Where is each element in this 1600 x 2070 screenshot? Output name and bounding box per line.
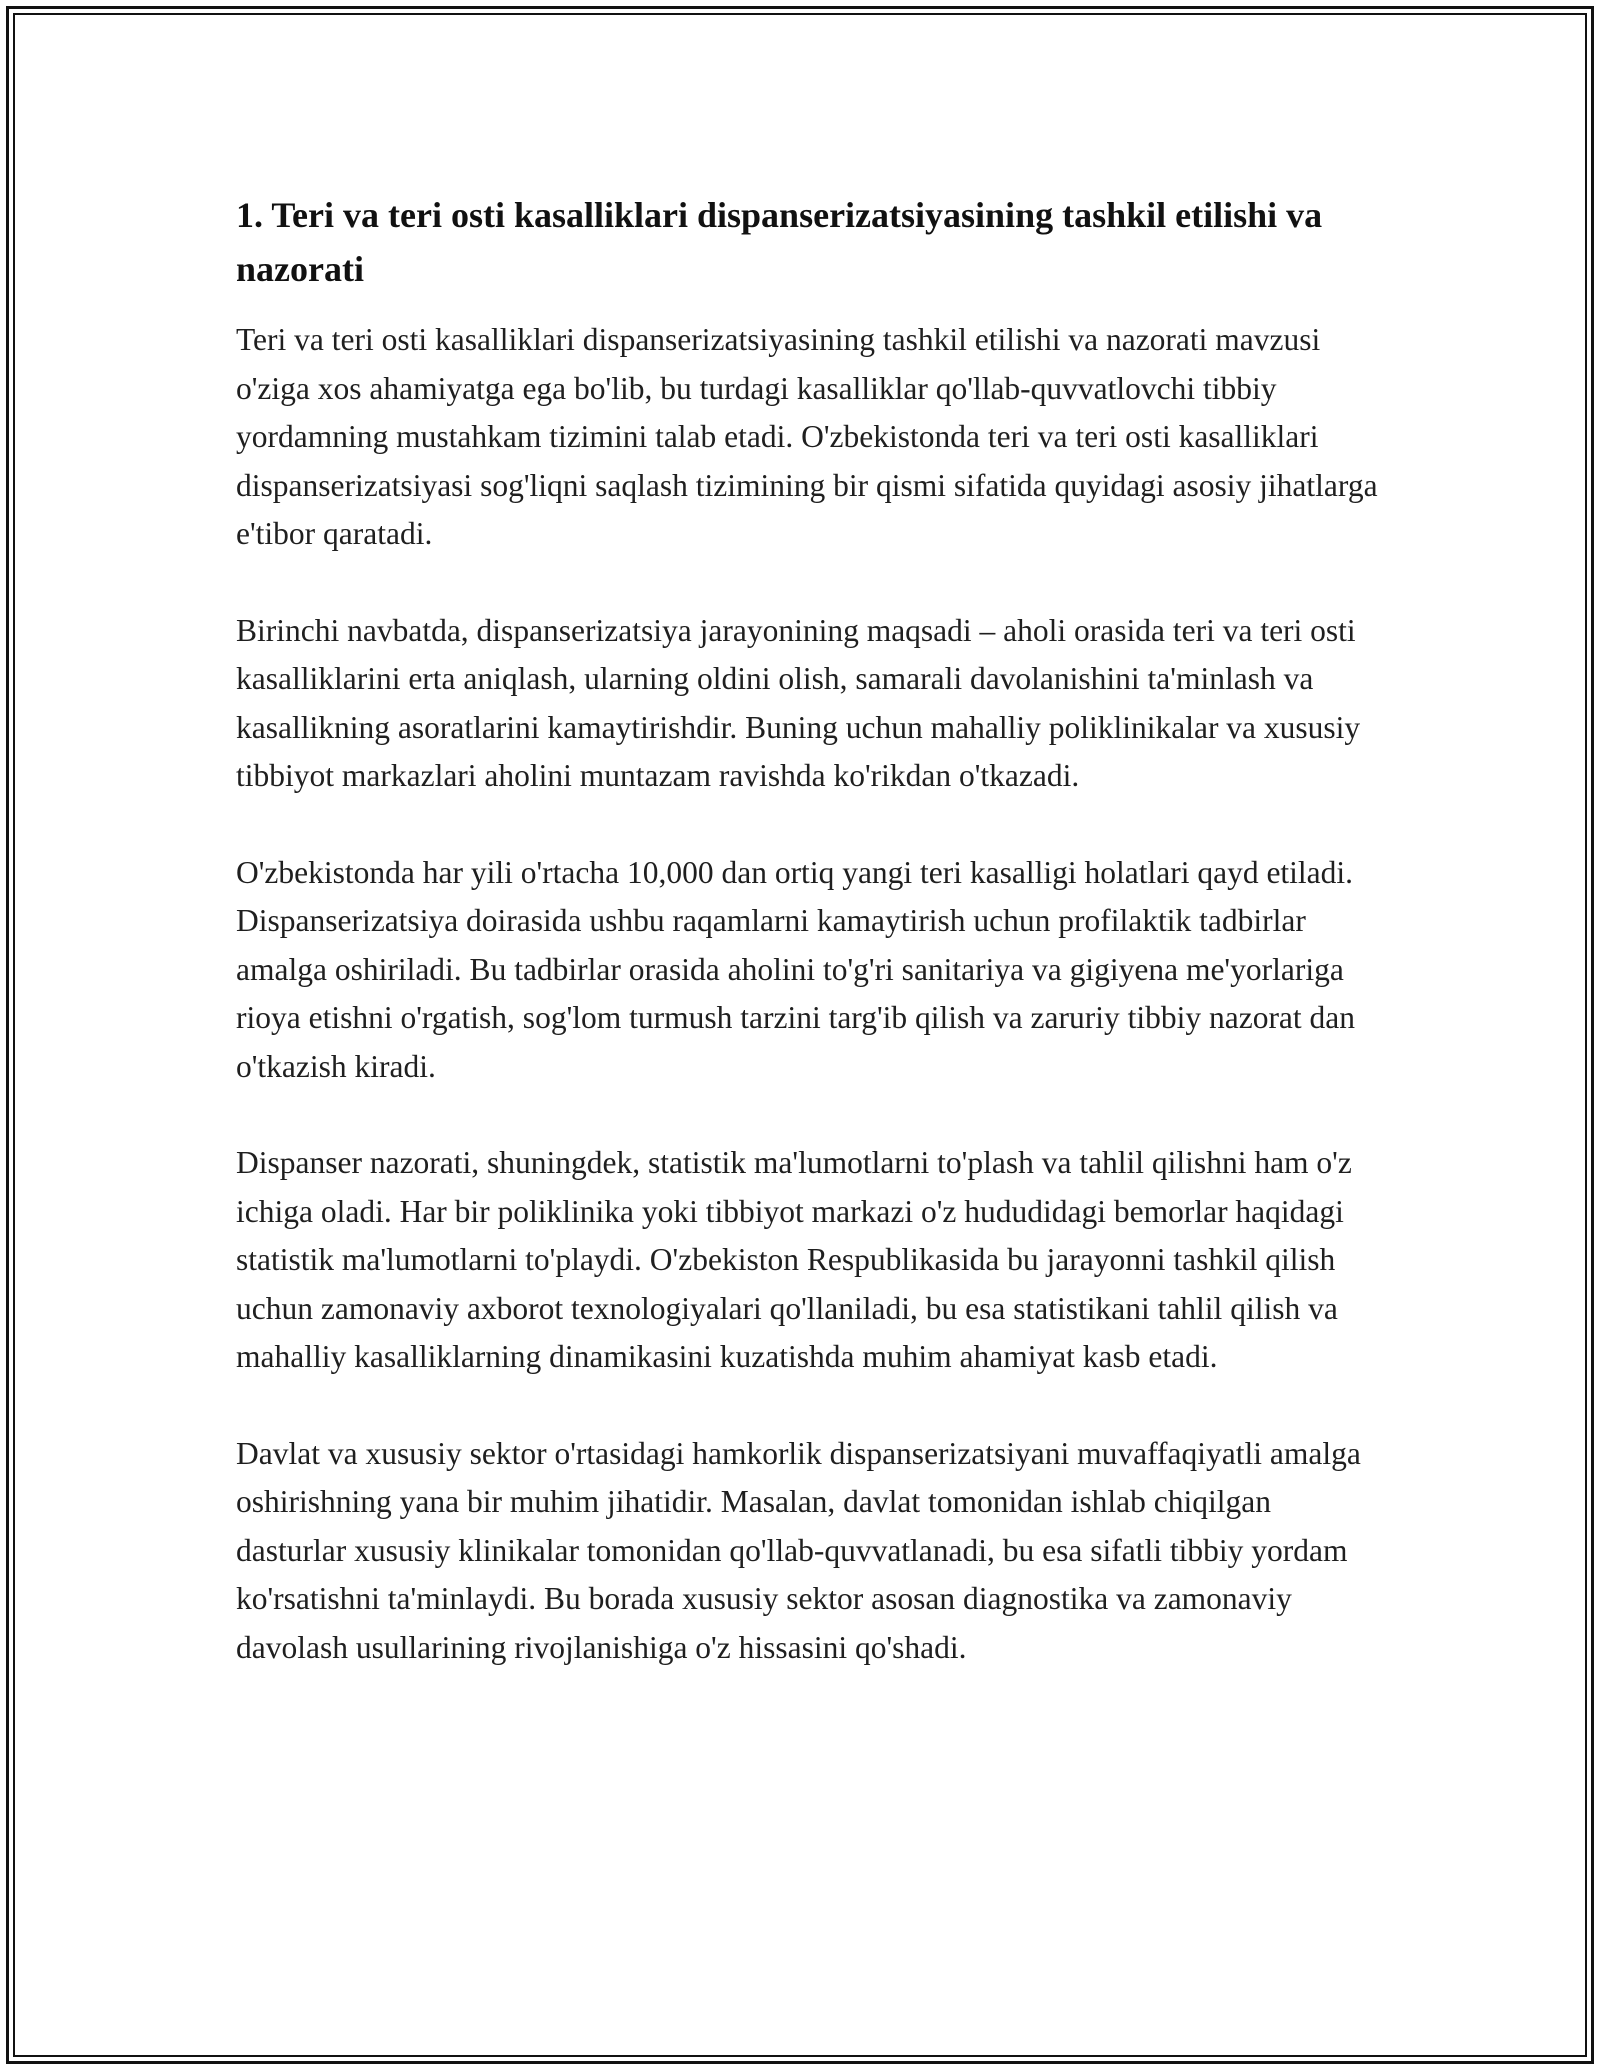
section-heading: 1. Teri va teri osti kasalliklari dispanserizatsiyasining tashkil etilishi va nazorati [236,195,1323,289]
paragraph-control: Dispanser nazorati, shuningdek, statistik ma'lumotlarni to'plash va tahlil qilishni ham o'z ichiga oladi. Har bir poliklinika yoki tibbiyot markazi o'z hududidagi bemorlar haqidagi statistik ma'lumotlarni to'playdi. O'zbekiston Respublikasida bu jarayonni tashkil qilish uchun zamonaviy axborot texnologiyalari qo'llaniladi, bu esa statistikani tahlil qilish va mahalliy kasalliklarning dinamikasini kuzatishda muhim ahamiyat kasb etadi. [236,1145,1352,1374]
document-body [236,188,1386,1720]
paragraph-statistics: O'zbekistonda har yili o'rtacha 10,000 dan ortiq yangi teri kasalligi holatlari qayd etiladi. Dispanserizatsiya doirasida ushbu raqamlarni kamaytirish uchun profilaktik tadbirlar amalga oshiriladi. Bu tadbirlar orasida aholini to'g'ri sanitariya va gigiyena me'yorlariga rioya etishni o'rgatish, sog'lom turmush tarzini targ'ib qilish va zaruriy tibbiy nazorat dan o'tkazish kiradi. [236,854,1356,1084]
paragraph-purpose: Birinchi navbatda, dispanserizatsiya jarayonining maqsadi – aholi orasida teri va teri osti kasalliklarini erta aniqlash, ularning oldini olish, samarali davolanishini ta'minlash va kasallikning asoratlarini kamaytirishdir. Buning uchun mahalliy poliklinikalar va xususiy tibbiyot markazlari aholini muntazam ravishda ko'rikdan o'tkazadi. [236,612,1361,793]
paragraph-intro: Teri va teri osti kasalliklari dispanserizatsiyasining tashkil etilishi va nazorati mavzusi o'ziga xos ahamiyatga ega bo'lib, bu turdagi kasalliklar qo'llab-quvvatlovchi tibbiy yordamning mustahkam tizimini talab etadi. O'zbekistonda teri va teri osti kasalliklari dispanserizatsiyasi sog'liqni saqlash tizimining bir qismi sifatida quyidagi asosiy jihatlarga e'tibor qaratadi. [236,322,1378,551]
paragraph-cooperation: Davlat va xususiy sektor o'rtasidagi hamkorlik dispanserizatsiyani muvaffaqiyatli amalga oshirishning yana bir muhim jihatidir. Masalan, davlat tomonidan ishlab chiqilgan dasturlar xususiy klinikalar tomonidan qo'llab-quvvatlanadi, bu esa sifatli tibbiy yordam ko'rsatishni ta'minlaydi. Bu borada xususiy sektor asosan diagnostika va zamonaviy davolash usullarining rivojlanishiga o'z hissasini qo'shadi. [236,1435,1361,1665]
